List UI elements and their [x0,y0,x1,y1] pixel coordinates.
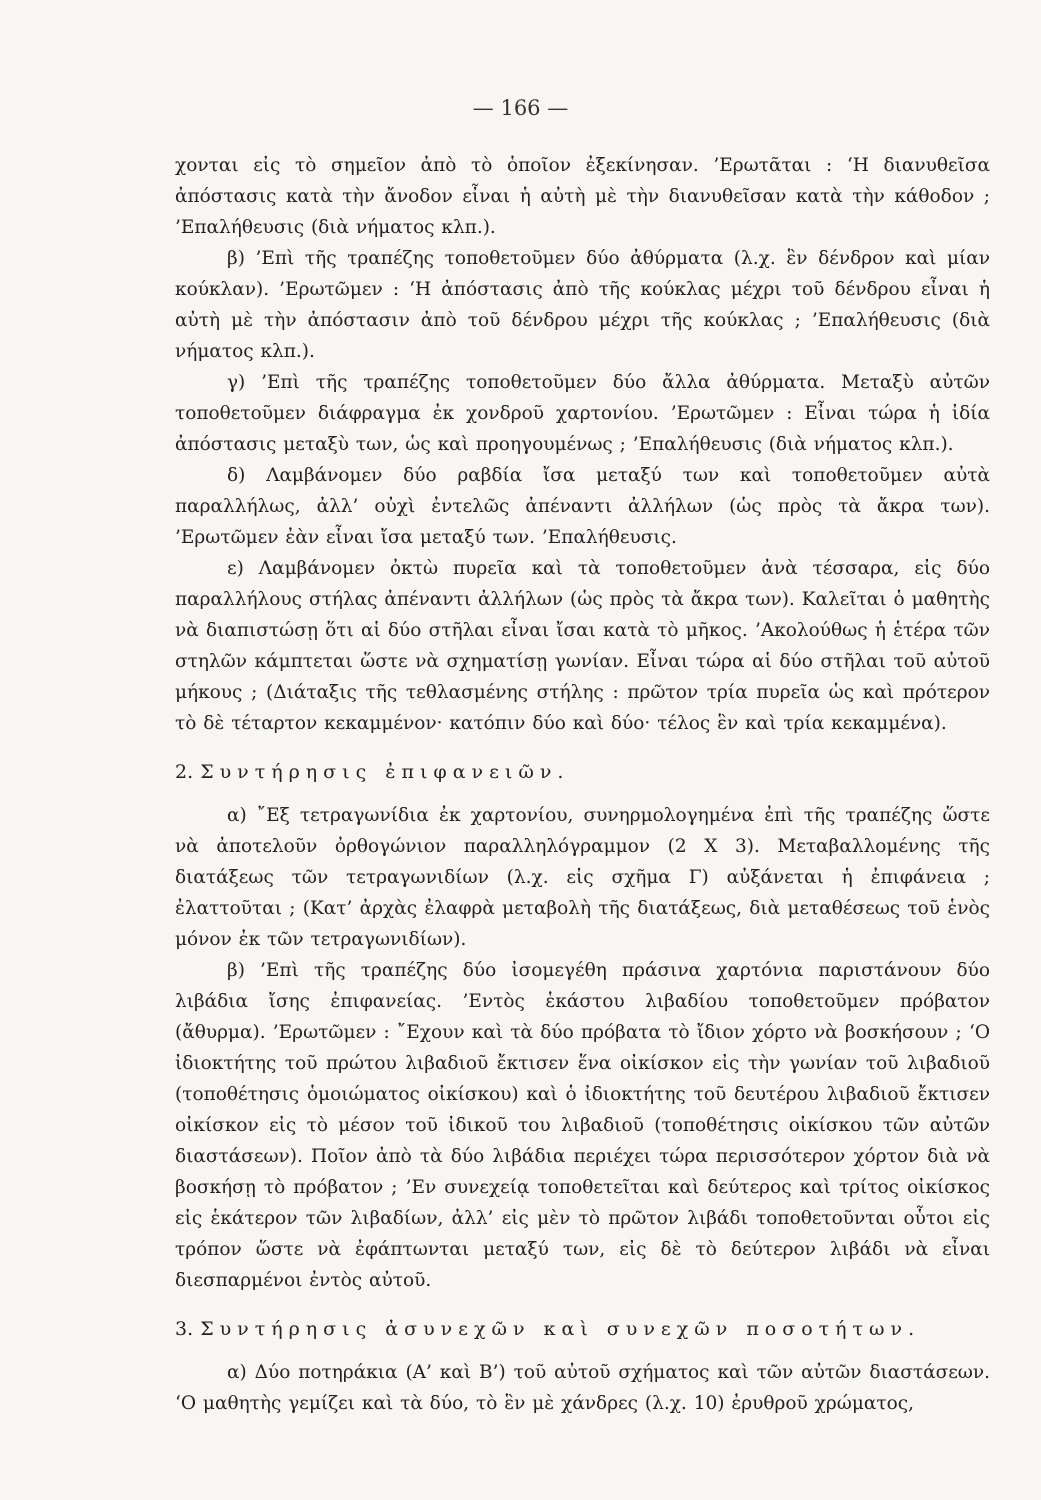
section-heading [175,1314,990,1345]
section-number: 2. [175,761,194,783]
paragraph: α) Δύο ποτηράκια (Α’ καὶ Β’) τοῦ αὐτοῦ σχήματος καὶ τῶν αὐτῶν διαστάσεων. ‘Ο μαθητὴς γεμίζει καὶ τὰ δύο, τὸ ἓν μὲ χάνδρες (λ.χ. 10) ἐρυθροῦ χρώματος, [175,1362,990,1414]
section-title: Συντήρησις ἐπιφανειῶν. [200,761,570,783]
page-number: — 166 — [472,96,569,120]
paragraph: α) ῎Εξ τετραγωνίδια ἐκ χαρτονίου, συνηρμολογημένα ἐπὶ τῆς τραπέζης ὥστε νὰ ἀποτελοῦν ὀρθογώνιον παραλληλόγραμμον (2 Χ 3). Μεταβαλλομένης τῆς διατάξεως τῶν τετραγωνιδίων (λ.χ. εἰς σχῆμα Γ) αὐξάνεται ἡ ἐπιφάνεια ; ἐλαττοῦται ; (Κατ’ ἀρχὰς ἐλαφρὰ μεταβολὴ τῆς διατάξεως, διὰ μεταθέσεως τοῦ ἑνὸς μόνον ἐκ τῶν τετραγωνιδίων). [175,805,990,950]
body-text [175,150,990,1419]
paragraph: β) ’Επὶ τῆς τραπέζης δύο ἰσομεγέθη πράσινα χαρτόνια παριστάνουν δύο λιβάδια ἴσης ἐπιφανείας. ’Εντὸς ἑκάστου λιβαδίου τοποθετοῦμεν πρόβατον (ἄθυρμα). ’Ερωτῶμεν : ῎Εχουν καὶ τὰ δύο πρόβατα τὸ ἴδιον χόρτο νὰ βοσκήσουν ; ‘Ο ἰδιοκτήτης τοῦ πρώτου λιβαδιοῦ ἔκτισεν ἕνα οἰκίσκον εἰς τὴν γωνίαν τοῦ λιβαδιοῦ (τοποθέτησις ὁμοιώματος οἰκίσκου) καὶ ὁ ἰδιοκτήτης τοῦ δευτέρου λιβαδιοῦ ἔκτισεν οἰκίσκον εἰς τὸ μέσον τοῦ ἰδικοῦ του λιβαδιοῦ (τοποθέτησις οἰκίσκου τῶν αὐτῶν διαστάσεων). Ποῖον ἀπὸ τὰ δύο λιβάδια περιέχει τώρα περισσότερον χόρτον διὰ νὰ βοσκήσῃ τὸ πρόβατον ; ’Εν συνεχείᾳ τοποθετεῖται καὶ δεύτερος καὶ τρίτος οἰκίσκος εἰς ἑκάτερον τῶν λιβαδίων, ἀλλ’ εἰς μὲν τὸ πρῶτον λιβάδι τοποθετοῦνται οὗτοι εἰς τρόπον ὥστε νὰ ἐφάπτωνται μεταξύ των, εἰς δὲ τὸ δεύτερον λιβάδι νὰ εἶναι διεσπαρμένοι ἐντὸς αὐτοῦ. [175,960,990,1291]
section-number: 3. [175,1318,194,1340]
paragraph: δ) Λαμβάνομεν δύο ραβδία ἴσα μεταξύ των καὶ τοποθετοῦμεν αὐτὰ παραλλήλως, ἀλλ’ οὐχὶ ἐντελῶς ἀπέναντι ἀλλήλων (ὡς πρὸς τὰ ἄκρα των). ’Ερωτῶμεν ἐὰν εἶναι ἴσα μεταξύ των. ’Επαλήθευσις. [175,465,990,548]
paragraph: γ) ’Επὶ τῆς τραπέζης τοποθετοῦμεν δύο ἄλλα ἀθύρματα. Μεταξὺ αὐτῶν τοποθετοῦμεν διάφραγμα ἐκ χονδροῦ χαρτονίου. ’Ερωτῶμεν : Εἶναι τώρα ἡ ἰδία ἀπόστασις μεταξὺ των, ὡς καὶ προηγουμένως ; ’Επαλήθευσις (διὰ νήματος κλπ.). [175,372,990,455]
paragraph: ε) Λαμβάνομεν ὀκτὼ πυρεῖα καὶ τὰ τοποθετοῦμεν ἀνὰ τέσσαρα, εἰς δύο παραλλήλους στήλας ἀπέναντι ἀλλήλων (ὡς πρὸς τὰ ἄκρα των). Καλεῖται ὁ μαθητὴς νὰ διαπιστώσῃ ὅτι αἱ δύο στῆλαι εἶναι ἴσαι κατὰ τὸ μῆκος. ’Ακολούθως ἡ ἑτέρα τῶν στηλῶν κάμπτεται ὥστε νὰ σχηματίσῃ γωνίαν. Εἶναι τώρα αἱ δύο στῆλαι τοῦ αὐτοῦ μήκους ; (Διάταξις τῆς τεθλασμένης στήλης : πρῶτον τρία πυρεῖα ὡς καὶ πρότερον τὸ δὲ τέταρτον κεκαμμένον· κατόπιν δύο καὶ δύο· τέλος ἓν καὶ τρία κεκαμμένα). [175,558,990,734]
section-title: Συντήρησις ἀσυνεχῶν καὶ συνεχῶν ποσοτήτων. [200,1318,921,1340]
paragraph: β) ’Επὶ τῆς τραπέζης τοποθετοῦμεν δύο ἀθύρματα (λ.χ. ἓν δένδρον καὶ μίαν κούκλαν). ’Ερωτῶμεν : ‘Η ἀπόστασις ἀπὸ τῆς κούκλας μέχρι τοῦ δένδρου εἶναι ἡ αὐτὴ μὲ τὴν ἀπόστασιν ἀπὸ τοῦ δένδρου μέχρι τῆς κούκλας ; ’Επαλήθευσις (διὰ νήματος κλπ.). [175,248,990,362]
section-heading [175,757,990,788]
paragraph: χονται εἰς τὸ σημεῖον ἀπὸ τὸ ὁποῖον ἐξεκίνησαν. ’Ερωτᾶται : ‘Η διανυθεῖσα ἀπόστασις κατὰ τὴν ἄνοδον εἶναι ἡ αὐτὴ μὲ τὴν διανυθεῖσαν κατὰ τὴν κάθοδον ; ’Επαλήθευσις (διὰ νήματος κλπ.). [175,155,990,238]
